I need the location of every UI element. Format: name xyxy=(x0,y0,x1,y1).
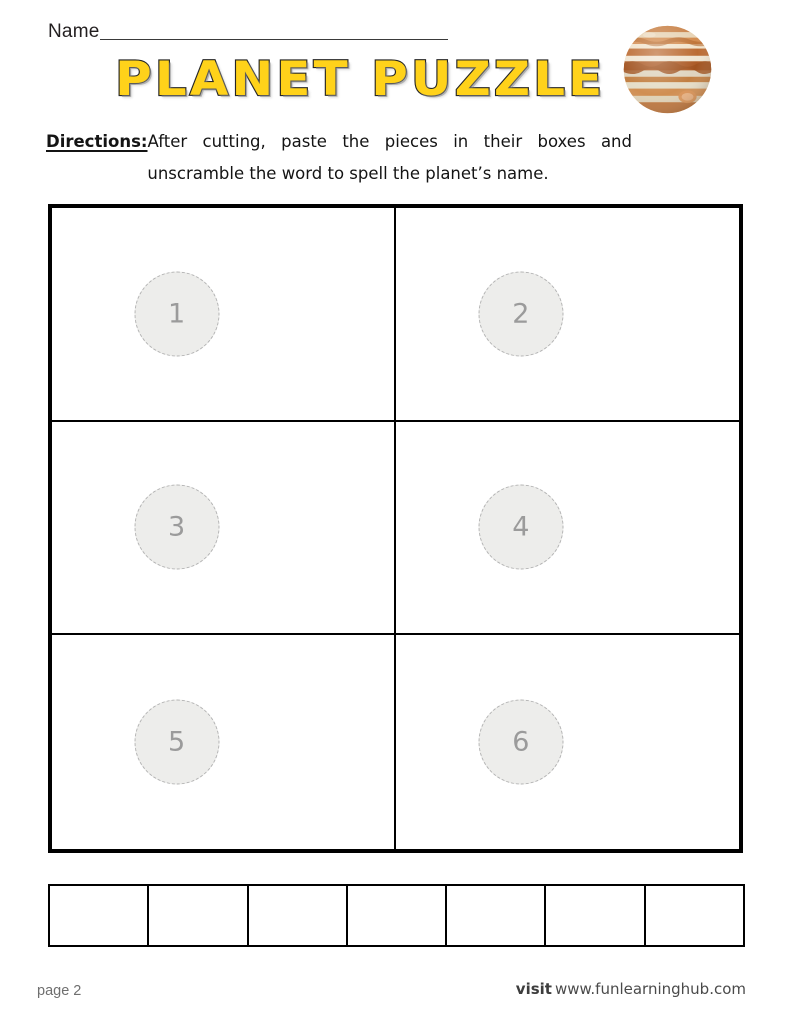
page-title-container xyxy=(0,52,720,107)
slot-number-5: 5 xyxy=(168,726,186,758)
puzzle-cell-3[interactable] xyxy=(52,422,396,636)
directions-line-2: unscramble the word to spell the planet’s name. xyxy=(147,164,549,184)
name-field-row xyxy=(48,22,448,42)
visit-label: visit xyxy=(515,980,552,998)
paste-slot-3[interactable] xyxy=(134,485,219,570)
answer-letter-box[interactable] xyxy=(348,886,447,945)
puzzle-cell-1[interactable] xyxy=(52,208,396,422)
paste-slot-6[interactable] xyxy=(478,700,563,785)
paste-slot-4[interactable] xyxy=(478,485,563,570)
answer-letter-box[interactable] xyxy=(249,886,348,945)
answer-letter-box[interactable] xyxy=(149,886,248,945)
directions-text-1: After cutting, paste the pieces in their boxes and xyxy=(147,132,632,151)
answer-letter-box[interactable] xyxy=(447,886,546,945)
slot-number-4: 4 xyxy=(512,511,530,543)
page-title: PLANET PUZZLE xyxy=(114,52,606,107)
directions-block xyxy=(46,126,632,190)
directions-line-1 xyxy=(46,126,632,158)
paste-slot-5[interactable] xyxy=(134,700,219,785)
puzzle-cell-5[interactable] xyxy=(52,635,396,849)
answer-letter-box[interactable] xyxy=(50,886,149,945)
footer-website xyxy=(516,980,746,998)
answer-letter-box[interactable] xyxy=(646,886,743,945)
paste-slot-2[interactable] xyxy=(478,271,563,356)
jupiter-planet-icon xyxy=(622,24,713,115)
slot-number-6: 6 xyxy=(512,726,530,758)
site-url: www.funlearninghub.com xyxy=(554,980,746,998)
puzzle-grid xyxy=(48,204,743,853)
directions-label: Directions: xyxy=(46,132,148,151)
puzzle-cell-4[interactable] xyxy=(396,422,740,636)
slot-number-1: 1 xyxy=(168,298,186,330)
name-write-line[interactable] xyxy=(100,39,448,40)
page-number: page 2 xyxy=(37,983,82,999)
paste-slot-1[interactable] xyxy=(134,271,219,356)
slot-number-2: 2 xyxy=(512,298,530,330)
answer-letter-row xyxy=(48,884,745,947)
name-label: Name xyxy=(48,21,100,42)
slot-number-3: 3 xyxy=(168,511,186,543)
puzzle-cell-2[interactable] xyxy=(396,208,740,422)
answer-letter-box[interactable] xyxy=(546,886,645,945)
puzzle-cell-6[interactable] xyxy=(396,635,740,849)
